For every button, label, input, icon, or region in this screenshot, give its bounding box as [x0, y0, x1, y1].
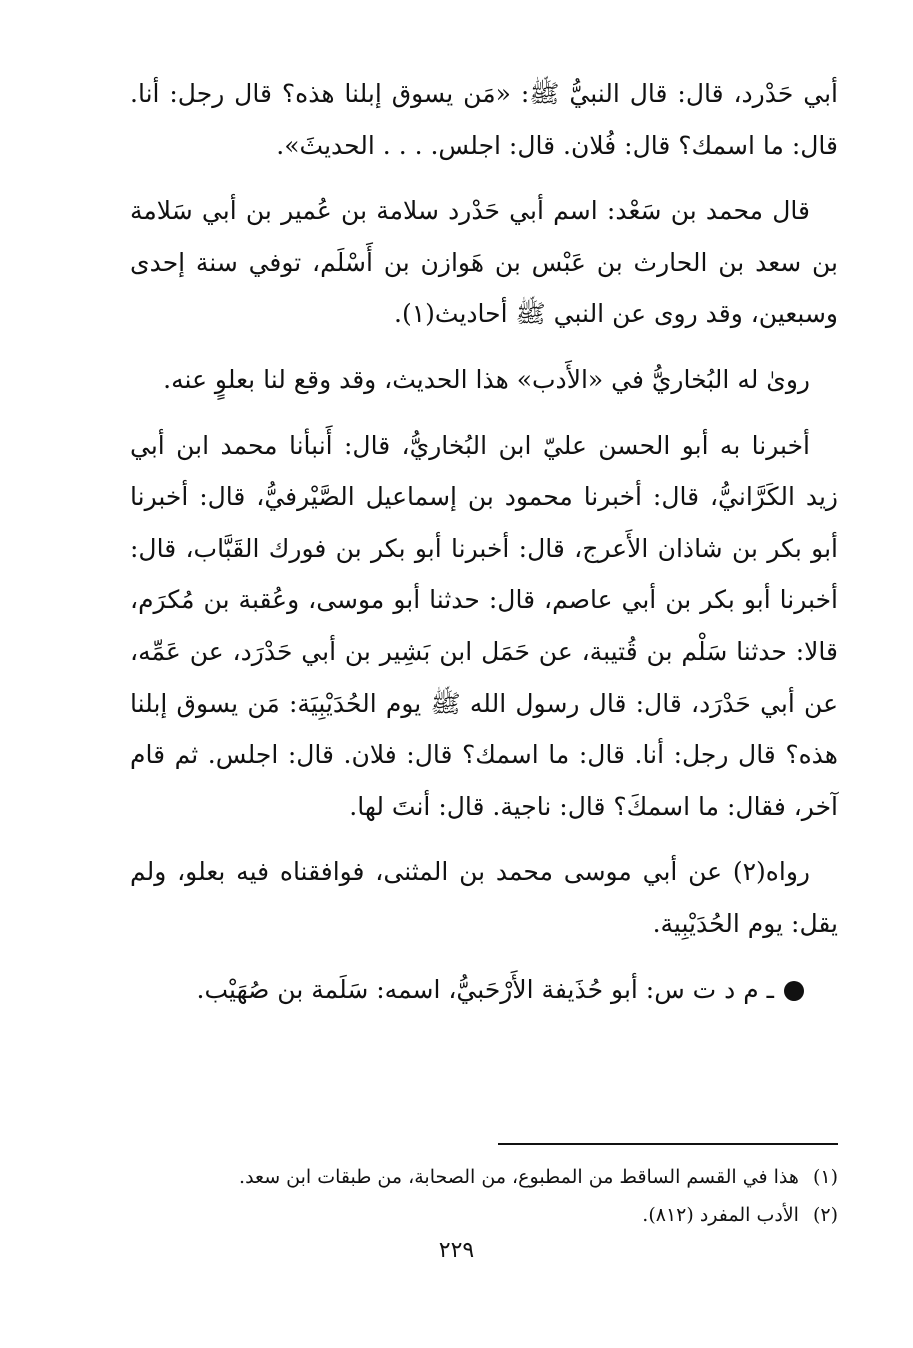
- footnote-2: [130, 1196, 838, 1234]
- footnote-2-number: (٢): [812, 1204, 838, 1226]
- bullet-entry: [130, 964, 838, 1016]
- footnotes: [130, 1158, 838, 1234]
- paragraph-bukhari-narration: روىٰ له البُخاريُّ في «الأَدب» هذا الحديث، وقد وقع لنا بعلوٍ عنه.: [163, 364, 810, 394]
- paragraph-isnad-chain: أخبرنا به أبو الحسن عليّ ابن البُخاريُّ، قال: أَنبأنا محمد ابن أبي زيد الكَرَّانيُّ، قال: أخبرنا محمود بن إسماعيل الصَّيْرفيُّ، قال: أخبرنا أبو بكر بن شاذان الأَعرج، قال: أخبرنا أبو بكر بن فورك القَبَّاب، قال: أخبرنا أبو بكر بن أبي عاصم، قال: حدثنا أبو موسى، وعُقبة بن مُكرَم، قالا: حدثنا سَلْم بن قُتيبة، عن حَمَل ابن بَشِير بن أبي حَدْرَد، عن عَمِّه، عن أبي حَدْرَد، قال: قال رسول الله ﷺ يوم الحُدَيْبِيَة: مَن يسوق إبلنا هذه؟ قال رجل: أنا. قال: ما اسمك؟ قال: فلان. قال: اجلس. ثم قام آخر، فقال: ما اسمكَ؟ قال: ناجية. قال: أنتَ لها.: [130, 430, 838, 821]
- bullet-entry-text: ـ م د ت س: أبو حُذَيفة الأَرْحَبيُّ، اسمه: سَلَمة بن صُهَيْب.: [196, 974, 774, 1004]
- footnote-1-number: (١): [812, 1166, 838, 1188]
- page-body: [130, 68, 838, 1029]
- footnote-1-text: هذا في القسم الساقط من المطبوع، من الصحابة، من طبقات ابن سعد.: [239, 1166, 799, 1188]
- page-number: ٢٢٩: [438, 1238, 475, 1263]
- footnote-separator: [498, 1143, 838, 1145]
- paragraph-ibn-saad: قال محمد بن سَعْد: اسم أبي حَدْرد سلامة بن عُمير بن أبي سَلامة بن سعد بن الحارث بن عَبْس بن هَوازن بن أَسْلَم، توفي سنة إحدى وسبعين، وقد روى عن النبي ﷺ أحاديث(١).: [130, 196, 838, 329]
- footnote-1: [130, 1158, 838, 1196]
- bullet-dot-icon: [784, 981, 804, 1001]
- footnote-2-text: الأدب المفرد (٨١٢).: [642, 1204, 799, 1226]
- paragraph-riwaya-note: رواه(٢) عن أبي موسى محمد بن المثنى، فوافقناه فيه بعلو، ولم يقل: يوم الحُدَيْبِية.: [130, 857, 838, 938]
- paragraph-continuation: أبي حَدْرد، قال: قال النبيُّ ﷺ: «مَن يسوق إبلنا هذه؟ قال رجل: أنا. قال: ما اسمك؟ قال: فُلان. قال: اجلس. . . . الحديثَ».: [130, 79, 838, 160]
